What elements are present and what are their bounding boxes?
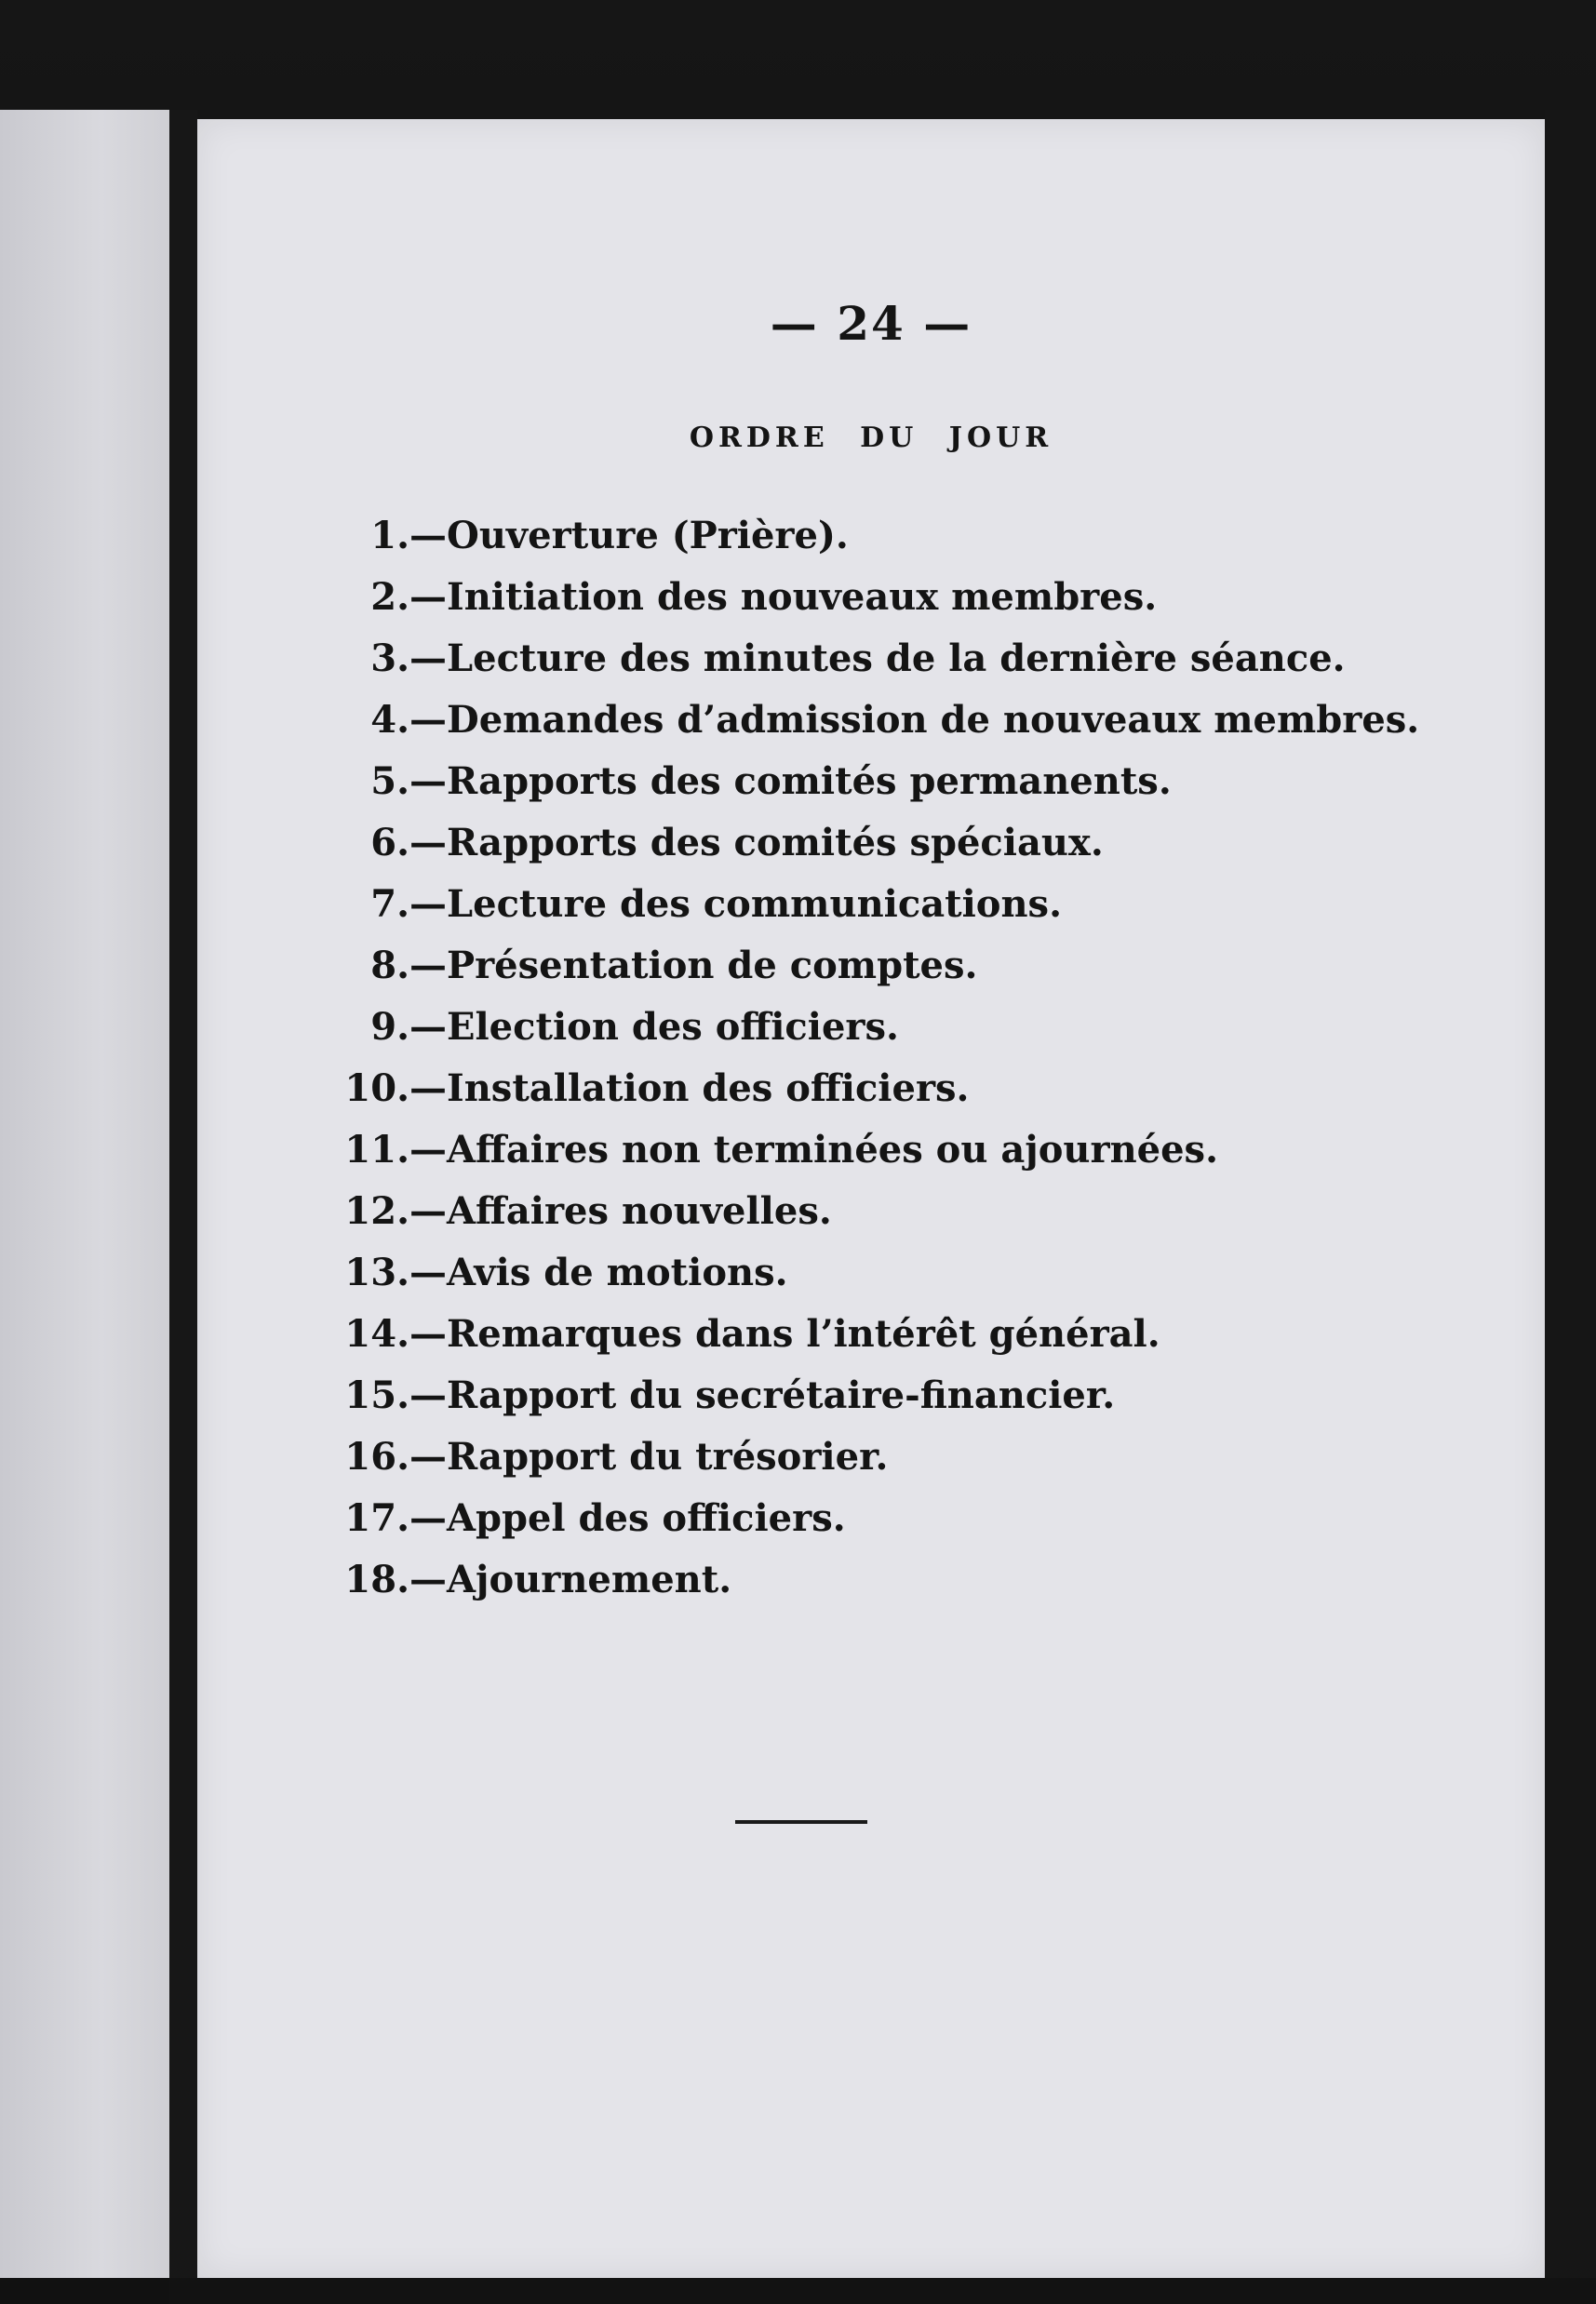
agenda-item-number: 3. (370, 636, 409, 680)
closing-rule (735, 1820, 867, 1824)
agenda-item (309, 628, 1519, 690)
binding-gutter (169, 110, 197, 2278)
agenda-item (309, 1181, 1519, 1242)
agenda-item-text: —Demandes d’admission de nouveaux membres. (409, 698, 1420, 742)
agenda-item-number: 1. (370, 514, 409, 557)
agenda-item-text: —Présentation de comptes. (409, 944, 978, 987)
agenda-item-number: 16. (344, 1435, 409, 1479)
agenda-item-text: —Lecture des communications. (409, 882, 1062, 926)
agenda-item-number: 18. (344, 1558, 409, 1601)
agenda-item (309, 874, 1519, 935)
agenda-item-text: —Ouverture (Prière). (409, 514, 849, 557)
agenda-item-number: 9. (370, 1005, 409, 1049)
agenda-item (309, 997, 1519, 1058)
agenda-item (309, 751, 1519, 812)
page-number: — 24 — (770, 296, 972, 351)
agenda-item-number: 13. (344, 1251, 409, 1294)
agenda-item-number: 17. (344, 1496, 409, 1540)
agenda-item (309, 1549, 1519, 1611)
facing-page-edge (0, 110, 169, 2278)
agenda-item-text: —Rapports des comités permanents. (409, 759, 1172, 803)
agenda-list (309, 505, 1519, 1611)
agenda-item-text: —Affaires non terminées ou ajournées. (409, 1128, 1219, 1172)
agenda-item-text: —Initiation des nouveaux membres. (409, 575, 1158, 619)
agenda-item (309, 1058, 1519, 1119)
section-title: ORDRE DU JOUR (689, 422, 1053, 454)
agenda-item-number: 15. (344, 1373, 409, 1417)
agenda-item-text: —Avis de motions. (409, 1251, 788, 1294)
agenda-item-number: 5. (370, 759, 409, 803)
document-page (197, 119, 1545, 2278)
agenda-item-number: 2. (370, 575, 409, 619)
agenda-item-text: —Rapport du secrétaire-financier. (409, 1373, 1116, 1417)
agenda-item (309, 1119, 1519, 1181)
agenda-item (309, 567, 1519, 628)
agenda-item-text: —Lecture des minutes de la dernière séance. (409, 636, 1346, 680)
agenda-item (309, 1427, 1519, 1488)
agenda-item-text: —Remarques dans l’intérêt général. (409, 1312, 1160, 1356)
agenda-item-text: —Ajournement. (409, 1558, 732, 1601)
agenda-item-number: 7. (370, 882, 409, 926)
agenda-item (309, 1242, 1519, 1304)
agenda-item-text: —Election des officiers. (409, 1005, 899, 1049)
agenda-item-text: —Installation des officiers. (409, 1066, 970, 1110)
agenda-item-text: —Rapport du trésorier. (409, 1435, 889, 1479)
agenda-item-number: 11. (344, 1128, 409, 1172)
agenda-item (309, 690, 1519, 751)
agenda-item-number: 4. (370, 698, 409, 742)
scanner-right-margin (1545, 110, 1596, 2278)
agenda-item-number: 14. (344, 1312, 409, 1356)
agenda-item-text: —Rapports des comités spéciaux. (409, 821, 1104, 864)
agenda-item (309, 505, 1519, 567)
agenda-item (309, 812, 1519, 874)
agenda-item-text: —Affaires nouvelles. (409, 1189, 832, 1233)
agenda-item-number: 8. (370, 944, 409, 987)
agenda-item-number: 12. (344, 1189, 409, 1233)
scanner-bottom-margin (169, 2278, 1596, 2304)
agenda-item-number: 10. (344, 1066, 409, 1110)
agenda-item (309, 1365, 1519, 1427)
agenda-item-number: 6. (370, 821, 409, 864)
agenda-item-text: —Appel des officiers. (409, 1496, 846, 1540)
agenda-item (309, 1304, 1519, 1365)
agenda-item (309, 1488, 1519, 1549)
agenda-item (309, 935, 1519, 997)
